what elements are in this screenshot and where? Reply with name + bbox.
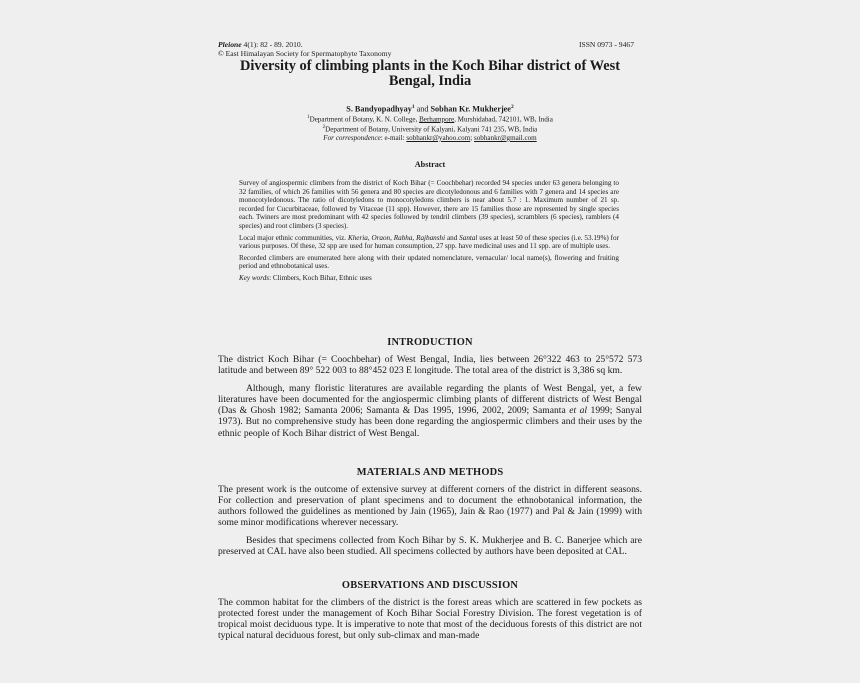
abstract-paragraph-1: Survey of angiospermic climbers from the district of Koch Bihar (= Coochbehar) recorded 94 species under 63 genera belonging to 32 families, of which 26 families with 56 genera and 80 species are dicotyledonous and 6 families with 7 genera and 14 species are monocotyledonous. The ratio of dicotyledons to monocotyledons climbers is near about 5.7 : 1. Maximum number of 21 sp. recorded for Cucurbitaceae, followed by Vitaceae (11 spp). However, there are 15 families those are represented by single species each. Twiners are most predominant with 42 species followed by tendril climbers (39 species), scramblers (6 species), ramblers (4 species) and root climbers (3 species). [239,179,619,230]
methods-paragraph-2: Besides that specimens collected from Koch Bihar by S. K. Mukherjee and B. C. Banerjee which are preserved at CAL have also been studied. All specimens collected by authors have been deposited at CAL. [218,535,642,558]
introduction-body [218,354,642,439]
abstract-heading: Abstract [414,160,446,169]
corr-label: For correspondence [323,133,381,142]
author-2: Sobhan Kr. Mukherjee [430,104,511,114]
author-1: S. Bandyopadhyay [346,104,412,114]
affil-1-sup: 1 [307,115,310,120]
abs-p2-end: uses at least 50 of these species (i.e. 53.19%) for various purposes. Of these, 32 spp are used for human consumption, 27 spp. have medicinal uses and 11 spp. are of multiple uses. [239,233,620,251]
affil-2-text: Department of Botany, University of Kalyani, Kalyani 741 235, WB, India [325,125,538,134]
society-line: © East Himalayan Society for Spermatophyte Taxonomy [218,49,392,58]
author-2-sup: 2 [510,104,514,110]
email-link-2[interactable]: sobhankr@gmail.com [474,133,537,142]
introduction-heading: INTRODUCTION [387,337,473,348]
observations-paragraph-1: The common habitat for the climbers of the district is the forest areas which are scattered in few pockets as protected forest under the management of Koch Bihar Social Forestry Division. The forest vegetation is of tropical moist deciduous type. It is imperative to note that most of the deciduous forests of this district are not typical natural deciduous forest, but only sub-climax and man-made [218,597,642,642]
methods-body [218,484,642,558]
citation-text: 4(1): 82 - 89. 2010. [243,40,303,49]
affiliations [218,114,642,143]
keywords-text: : Climbers, Koch Bihar, Ethnic uses [269,273,372,282]
methods-paragraph-1: The present work is the outcome of extensive survey at different corners of the district in different seasons. For collection and preservation of plant specimens and to document the ethnobotanical information, the authors followed the guidelines as mentioned by Jain (1965), Jain & Rao (1977) and Pal & Jain (1999) with some minor modifications wherever necessary. [218,484,642,529]
affiliation-2 [218,124,642,134]
citation [218,40,303,49]
email-sep: ; [470,133,474,142]
methods-heading: MATERIALS AND METHODS [356,467,504,478]
abstract-paragraph-2 [239,234,619,251]
intro-paragraph-1: The district Koch Bihar (= Coochbehar) of West Bengal, India, lies between 26°322 463 to 25°572 573 latitude and between 89° 522 003 to 88°452 023 E longitude. The total area of the district is 3,386 sq km. [218,354,642,377]
author-1-sup: 1 [411,104,415,110]
journal-name: Pleione [218,40,242,49]
intro-p2-etal: et al [569,405,588,417]
intro-p2-start: Although, many floristic literatures are available regarding the plants of West Bengal, yet, a few literatures have been documented for the angiospermic climbing plants of different districts of West Bengal (Das & Ghosh 1982; Samanta 2006; Samanta & Das 1995, 1996, 2002, 2009; Samanta [218,383,642,417]
paper-title: Diversity of climbing plants in the Koch Bihar district of West Bengal, India [239,58,621,89]
affil-1-text-end: , Murshidabad, 742101, WB, India [454,115,553,124]
observations-body [218,597,642,641]
corr-mid: : e-mail: [380,133,407,142]
affil-1-text: Department of Botany, K. N. College, [309,115,420,124]
abs-p2-start: Local major ethnic communities, viz. [239,233,348,242]
correspondence [218,134,642,143]
author-and: and [414,104,431,114]
issn: ISSN 0973 - 9467 [578,40,634,49]
intro-paragraph-2 [218,383,642,438]
email-link-1[interactable]: sobhankr@yahoo.com [406,133,471,142]
abs-p2-santal: Santal [459,233,478,242]
affil-2-sup: 2 [322,124,326,130]
author-line [218,104,642,114]
running-header [218,40,634,58]
abstract-paragraph-3: Recorded climbers are enumerated here along with their updated nomenclature, vernacular/ local name(s), flowering and fruiting period and ethnobotanical uses. [239,253,619,271]
observations-heading: OBSERVATIONS AND DISCUSSION [341,580,519,591]
keywords [239,274,619,283]
intro-p2-end: 1999; Sanyal 1973). But no comprehensive study has been done regarding the angiospermic climbers and their uses by the ethnic people of Koch Bihar district of West Bengal. [218,405,642,439]
keywords-label: Key words [239,273,270,282]
affiliation-1 [218,114,642,124]
abstract-body [239,179,619,286]
abs-p2-tribes: Kheria, Oraon, Rabha, Rajbanshi [347,233,446,242]
abs-p2-and: and [445,233,460,242]
affil-1-town: Berhampore [419,115,455,124]
